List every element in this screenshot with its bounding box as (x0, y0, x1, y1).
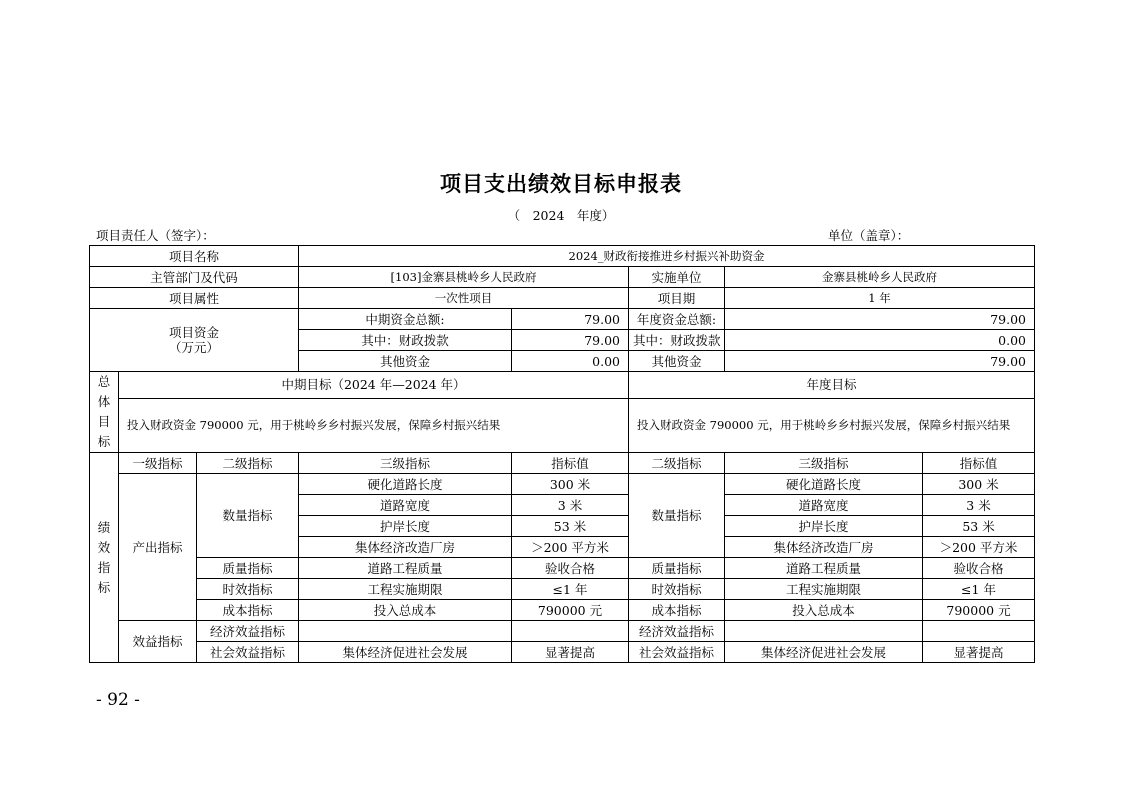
performance-target-table (89, 245, 1035, 663)
timeliness-indicator-label: 时效指标 (197, 579, 299, 600)
indicator-value: 53 米 (512, 516, 629, 537)
project-attribute-label: 项目属性 (90, 288, 299, 309)
indicator-value: 300 米 (512, 474, 629, 495)
page-title: 项目支出绩效目标申报表 (440, 172, 682, 196)
project-funds-unit: （万元） (168, 340, 219, 355)
mid-total-value: 79.00 (512, 309, 629, 330)
mid-goal-header: 中期目标（2024 年—2024 年） (119, 372, 629, 399)
year-goal-text: 投入财政资金 790000 元，用于桃岭乡乡村振兴发展，保障乡村振兴结果 (629, 398, 1035, 452)
indicator-value (512, 621, 629, 642)
side-char: 总 (97, 374, 111, 389)
indicator-name: 集体经济促进社会发展 (299, 642, 512, 663)
side-char: 绩 (97, 519, 111, 535)
output-indicator-label: 产出指标 (119, 474, 197, 621)
indicator-name-right: 护岸长度 (725, 516, 923, 537)
indicator-name-right: 工程实施期限 (725, 579, 923, 600)
indicator-value: 790000 元 (512, 600, 629, 621)
unit-seal-label: 单位（盖章）： (828, 228, 910, 243)
mid-other-value: 0.00 (512, 351, 629, 372)
year-fiscal-label: 其中：财政拨款 (629, 330, 725, 351)
indicator-value: 验收合格 (512, 558, 629, 579)
goals-text-row (90, 398, 1035, 452)
benefit-indicator-label: 效益指标 (119, 621, 197, 663)
mid-total-label: 中期资金总额: (299, 309, 512, 330)
indicator-name: 硬化道路长度 (299, 474, 512, 495)
indicator-value-right: 验收合格 (923, 558, 1035, 579)
indicator-value-right: 53 米 (923, 516, 1035, 537)
indicator-name: 道路宽度 (299, 495, 512, 516)
department-value: [103]金寨县桃岭乡人民政府 (299, 267, 629, 288)
side-char: 效 (97, 539, 111, 555)
indicator-name-right: 道路工程质量 (725, 558, 923, 579)
project-name-value: 2024_财政衔接推进乡村振兴补助资金 (299, 246, 1035, 267)
quantity-indicator-label: 数量指标 (197, 474, 299, 558)
project-period-value: 1 年 (725, 288, 1035, 309)
project-funds-title: 项目资金 (168, 325, 219, 340)
indicator-row (90, 621, 1035, 642)
indicator-name: 工程实施期限 (299, 579, 512, 600)
indicator-value-right: 300 米 (923, 474, 1035, 495)
page-number: - 92 - (96, 690, 140, 710)
side-char: 体 (97, 394, 111, 409)
indicator-name-right: 集体经济改造厂房 (725, 537, 923, 558)
funds-total-row (90, 309, 1035, 330)
timeliness-indicator-label-right: 时效指标 (629, 579, 725, 600)
indicator-name: 护岸长度 (299, 516, 512, 537)
side-char: 目 (97, 414, 111, 429)
implementing-unit-value: 金寨县桃岭乡人民政府 (725, 267, 1035, 288)
indicator-name: 集体经济改造厂房 (299, 537, 512, 558)
indicator-value-right: ≤1 年 (923, 579, 1035, 600)
cost-indicator-label: 成本指标 (197, 600, 299, 621)
economic-indicator-label-right: 经济效益指标 (629, 621, 725, 642)
year-goal-header: 年度目标 (629, 372, 1035, 399)
overall-goals-side-label (90, 372, 119, 453)
quantity-indicator-label-right: 数量指标 (629, 474, 725, 558)
level2-header-right: 二级指标 (629, 453, 725, 474)
indicator-value: 显著提高 (512, 642, 629, 663)
indicator-name: 投入总成本 (299, 600, 512, 621)
indicator-value-right: 790000 元 (923, 600, 1035, 621)
side-char: 指 (97, 559, 111, 575)
indicator-value: ≤1 年 (512, 579, 629, 600)
indicator-value-right: 显著提高 (923, 642, 1035, 663)
project-period-label: 项目期 (629, 288, 725, 309)
quality-indicator-label-right: 质量指标 (629, 558, 725, 579)
project-name-label: 项目名称 (90, 246, 299, 267)
indicator-value: 3 米 (512, 495, 629, 516)
mid-goal-text: 投入财政资金 790000 元，用于桃岭乡乡村振兴发展，保障乡村振兴结果 (119, 398, 629, 452)
indicator-value-right: ＞200 平方米 (923, 537, 1035, 558)
year-other-label: 其他资金 (629, 351, 725, 372)
project-attribute-value: 一次性项目 (299, 288, 629, 309)
indicator-row (90, 474, 1035, 495)
year-line: （ 2024 年度） (507, 208, 615, 223)
indicator-value-right (923, 621, 1035, 642)
indicator-name-right: 硬化道路长度 (725, 474, 923, 495)
performance-side-label (90, 453, 119, 663)
indicator-value: ＞200 平方米 (512, 537, 629, 558)
level3-header: 三级指标 (299, 453, 512, 474)
indicator-name-right: 道路宽度 (725, 495, 923, 516)
side-char: 标 (97, 434, 111, 449)
indicator-name-right: 集体经济促进社会发展 (725, 642, 923, 663)
year-other-value: 79.00 (725, 351, 1035, 372)
goals-header-row (90, 372, 1035, 399)
project-funds-label (90, 309, 299, 372)
indicator-name-right: 投入总成本 (725, 600, 923, 621)
value-header-right: 指标值 (923, 453, 1035, 474)
indicator-name-right (725, 621, 923, 642)
indicator-name (299, 621, 512, 642)
indicator-header-row (90, 453, 1035, 474)
year-fiscal-value: 0.00 (725, 330, 1035, 351)
department-row (90, 267, 1035, 288)
side-char: 标 (97, 579, 111, 595)
year-total-label: 年度资金总额: (629, 309, 725, 330)
project-name-row (90, 246, 1035, 267)
indicator-row (90, 600, 1035, 621)
level2-header: 二级指标 (197, 453, 299, 474)
quality-indicator-label: 质量指标 (197, 558, 299, 579)
mid-other-label: 其他资金 (299, 351, 512, 372)
indicator-row (90, 558, 1035, 579)
mid-fiscal-label: 其中：财政拨款 (299, 330, 512, 351)
implementing-unit-label: 实施单位 (629, 267, 725, 288)
social-indicator-label-right: 社会效益指标 (629, 642, 725, 663)
indicator-value-right: 3 米 (923, 495, 1035, 516)
mid-fiscal-value: 79.00 (512, 330, 629, 351)
indicator-row (90, 642, 1035, 663)
department-label: 主管部门及代码 (90, 267, 299, 288)
economic-indicator-label: 经济效益指标 (197, 621, 299, 642)
indicator-name: 道路工程质量 (299, 558, 512, 579)
year-total-value: 79.00 (725, 309, 1035, 330)
responsible-person-label: 项目责任人（签字）： (96, 228, 215, 243)
indicator-row (90, 579, 1035, 600)
value-header: 指标值 (512, 453, 629, 474)
cost-indicator-label-right: 成本指标 (629, 600, 725, 621)
attribute-row (90, 288, 1035, 309)
level1-header: 一级指标 (119, 453, 197, 474)
level3-header-right: 三级指标 (725, 453, 923, 474)
social-indicator-label: 社会效益指标 (197, 642, 299, 663)
